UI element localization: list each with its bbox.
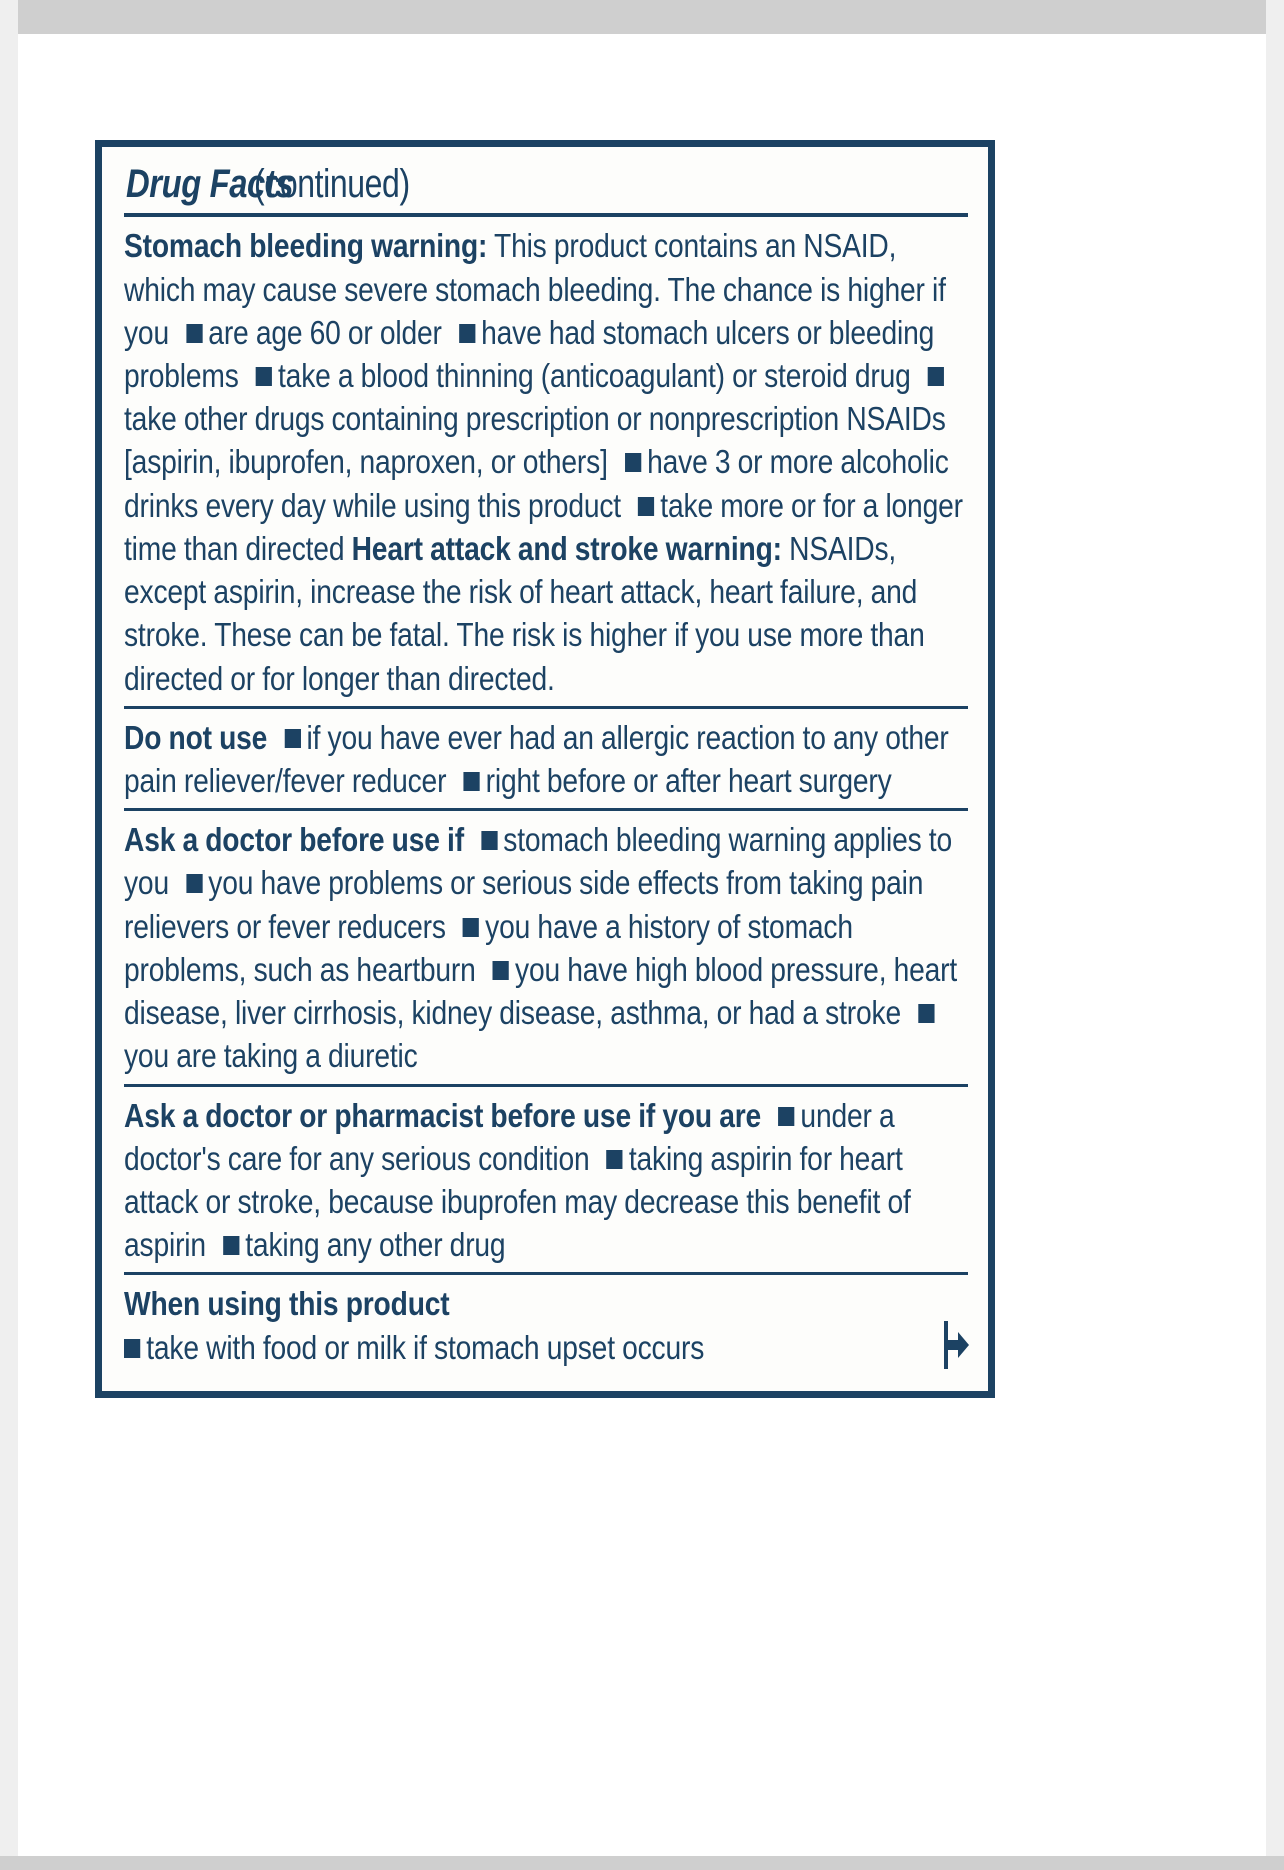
when-using-heading: When using this product [124,1285,450,1323]
list-item: you have a history of stomach problems, such as heartburn [124,907,853,988]
bullet-square-icon [463,918,479,937]
list-item: stomach bleeding warning applies to you [124,821,953,902]
drug-facts-title-main: Drug Facts [126,162,294,206]
list-item: you have problems or serious side effects from taking pain relievers or fever reducers [124,864,924,945]
heart-attack-stroke-warning-heading: Heart attack and stroke warning: [351,529,782,567]
list-item: if you have ever had an allergic reaction to any other pain reliever/fever reducer [124,718,949,800]
bullet-square-icon [124,1339,140,1358]
bullet-square-icon [918,1004,934,1023]
divider [124,213,968,217]
list-item: take more or for a longer time than directed [124,486,963,567]
section-ask-a-doctor [124,815,968,1081]
page-title [124,161,968,211]
list-item: take other drugs containing prescription or nonprescription NSAIDs [aspirin, ibuprofen, naproxen, or others] [124,400,946,481]
scan-top-band [0,0,1284,34]
list-item: you are taking a diuretic [124,1037,418,1075]
bullet-square-icon [607,1150,623,1169]
bullet-square-icon [223,1236,239,1255]
bullet-square-icon [928,367,944,386]
list-item: have had stomach ulcers or bleeding problems [124,313,935,395]
divider [124,706,968,709]
bullet-square-icon [284,729,300,748]
bullet-square-icon [463,772,479,791]
divider [124,808,968,811]
divider [124,1084,968,1087]
heart-attack-stroke-warning-lead: NSAIDs, except aspirin, increase the risk of heart attack, heart failure, and stroke. These can be fatal. The risk is higher if you use more than directed or for longer than directed. [124,529,925,697]
list-item: taking aspirin for heart attack or stroke, because ibuprofen may decrease this benefit of aspirin [124,1139,911,1264]
ask-a-doctor-heading: Ask a doctor before use if [124,821,464,859]
bullet-square-icon [459,324,475,343]
scan-left-edge [0,0,18,1870]
scan-bottom-band [0,1856,1284,1870]
list-item: right before or after heart surgery [485,762,892,800]
do-not-use-heading: Do not use [124,718,268,756]
drug-facts-title-continued: (continued) [253,162,410,206]
scan-right-edge [1266,0,1284,1870]
list-item: are age 60 or older [208,313,442,351]
list-item: take with food or milk if stomach upset occurs [146,1328,705,1366]
bullet-square-icon [638,497,654,516]
bullet-square-icon [493,961,509,980]
stomach-bleeding-warning-heading: Stomach bleeding warning: [124,227,488,265]
divider [124,1272,968,1275]
drug-facts-panel [95,140,995,1398]
right-arrow-icon [938,1319,972,1371]
bullet-square-icon [481,831,497,850]
bullet-square-icon [778,1107,794,1126]
list-item: you have high blood pressure, heart disease, liver cirrhosis, kidney disease, asthma, or had a stroke [124,950,958,1032]
bullet-square-icon [186,874,202,893]
list-item: take a blood thinning (anticoagulant) or steroid drug [278,357,911,395]
bullet-square-icon [186,324,202,343]
section-when-using-this-product [124,1279,968,1372]
list-item: have 3 or more alcoholic drinks every day while using this product [124,443,949,524]
bullet-square-icon [256,367,272,386]
list-item: taking any other drug [245,1226,506,1264]
section-warnings [124,221,968,703]
stomach-bleeding-warning-lead: This product contains an NSAID, which may cause severe stomach bleeding. The chance is higher if you [124,227,946,351]
ask-doctor-pharmacist-heading: Ask a doctor or pharmacist before use if you are [124,1096,762,1134]
list-item: under a doctor's care for any serious condition [124,1096,895,1177]
section-do-not-use [124,713,968,806]
section-ask-doctor-pharmacist [124,1091,968,1271]
bullet-square-icon [625,453,641,472]
